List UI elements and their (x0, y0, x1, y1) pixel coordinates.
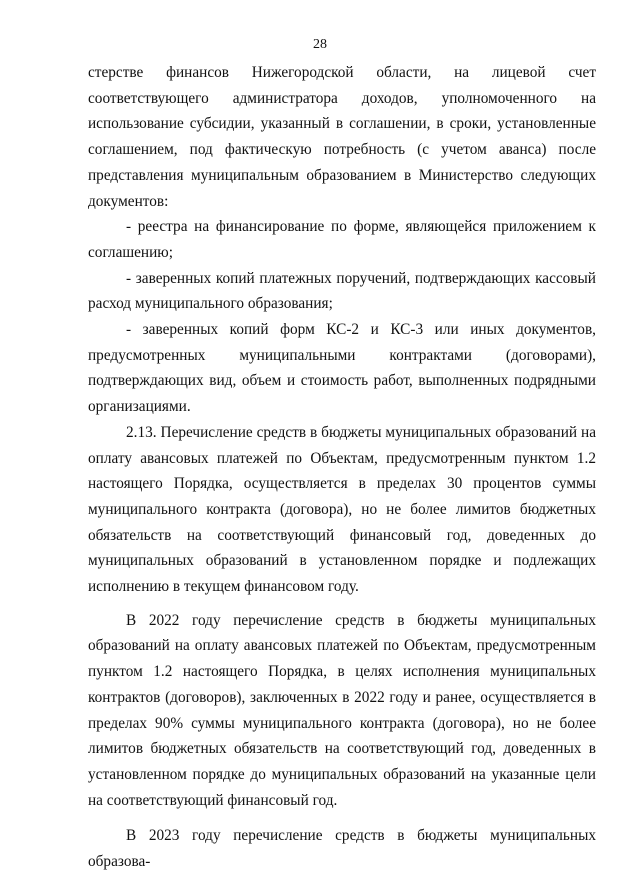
document-body (88, 60, 596, 875)
list-item-registry: - реестра на финансирование по форме, являющейся приложением к соглашению; (88, 218, 596, 261)
paragraph-year-2022: В 2022 году перечисление средств в бюджеты муниципальных образований на оплату авансовых платежей по Объектам, предусмотренным пунктом 1.2 настоящего Порядка, в целях исполнения муниципальных контрактов (договоров), заключенных в 2022 году и ранее, осуществляется в пределах 90% суммы муниципального контракта (договора), но не более лимитов бюджетных обязательств на соответствующий год, доведенных в установленном порядке до муниципальных образований на указанные цели на соответствующий финансовый год. (88, 611, 596, 809)
paragraph-section-2-13: 2.13. Перечисление средств в бюджеты муниципальных образований на оплату авансовых платежей по Объектам, предусмотренным пунктом 1.2 настоящего Порядка, осуществляется в пределах 30 процентов суммы муниципального контракта (договора), но не более лимитов бюджетных обязательств на соответствующий финансовый год, доведенных до муниципальных образований в установленном порядке и подлежащих исполнению в текущем финансовом году. (88, 423, 596, 596)
list-item-payment-orders: - заверенных копий платежных поручений, подтверждающих кассовый расход муниципального образования; (88, 269, 596, 313)
page-number: 28 (313, 37, 327, 52)
paragraph-year-2023: В 2023 году перечисление средств в бюджеты муниципальных образова- (88, 827, 596, 871)
paragraph-continuation: стерстве финансов Нижегородской области, на лицевой счет соответствующего администратора доходов, уполномоченного на использование субсидии, указанный в соглашении, в сроки, установленные соглашением, под фактическую потребность (с учетом аванса) после представления муниципальным образованием в Министерство следующих документов: (88, 64, 596, 210)
list-item-ks-forms: - заверенных копий форм КС-2 и КС-3 или иных документов, предусмотренных муниципальными контрактами (договорами), подтверждающих вид, объем и стоимость работ, выполненных подрядными организациями. (88, 321, 596, 416)
